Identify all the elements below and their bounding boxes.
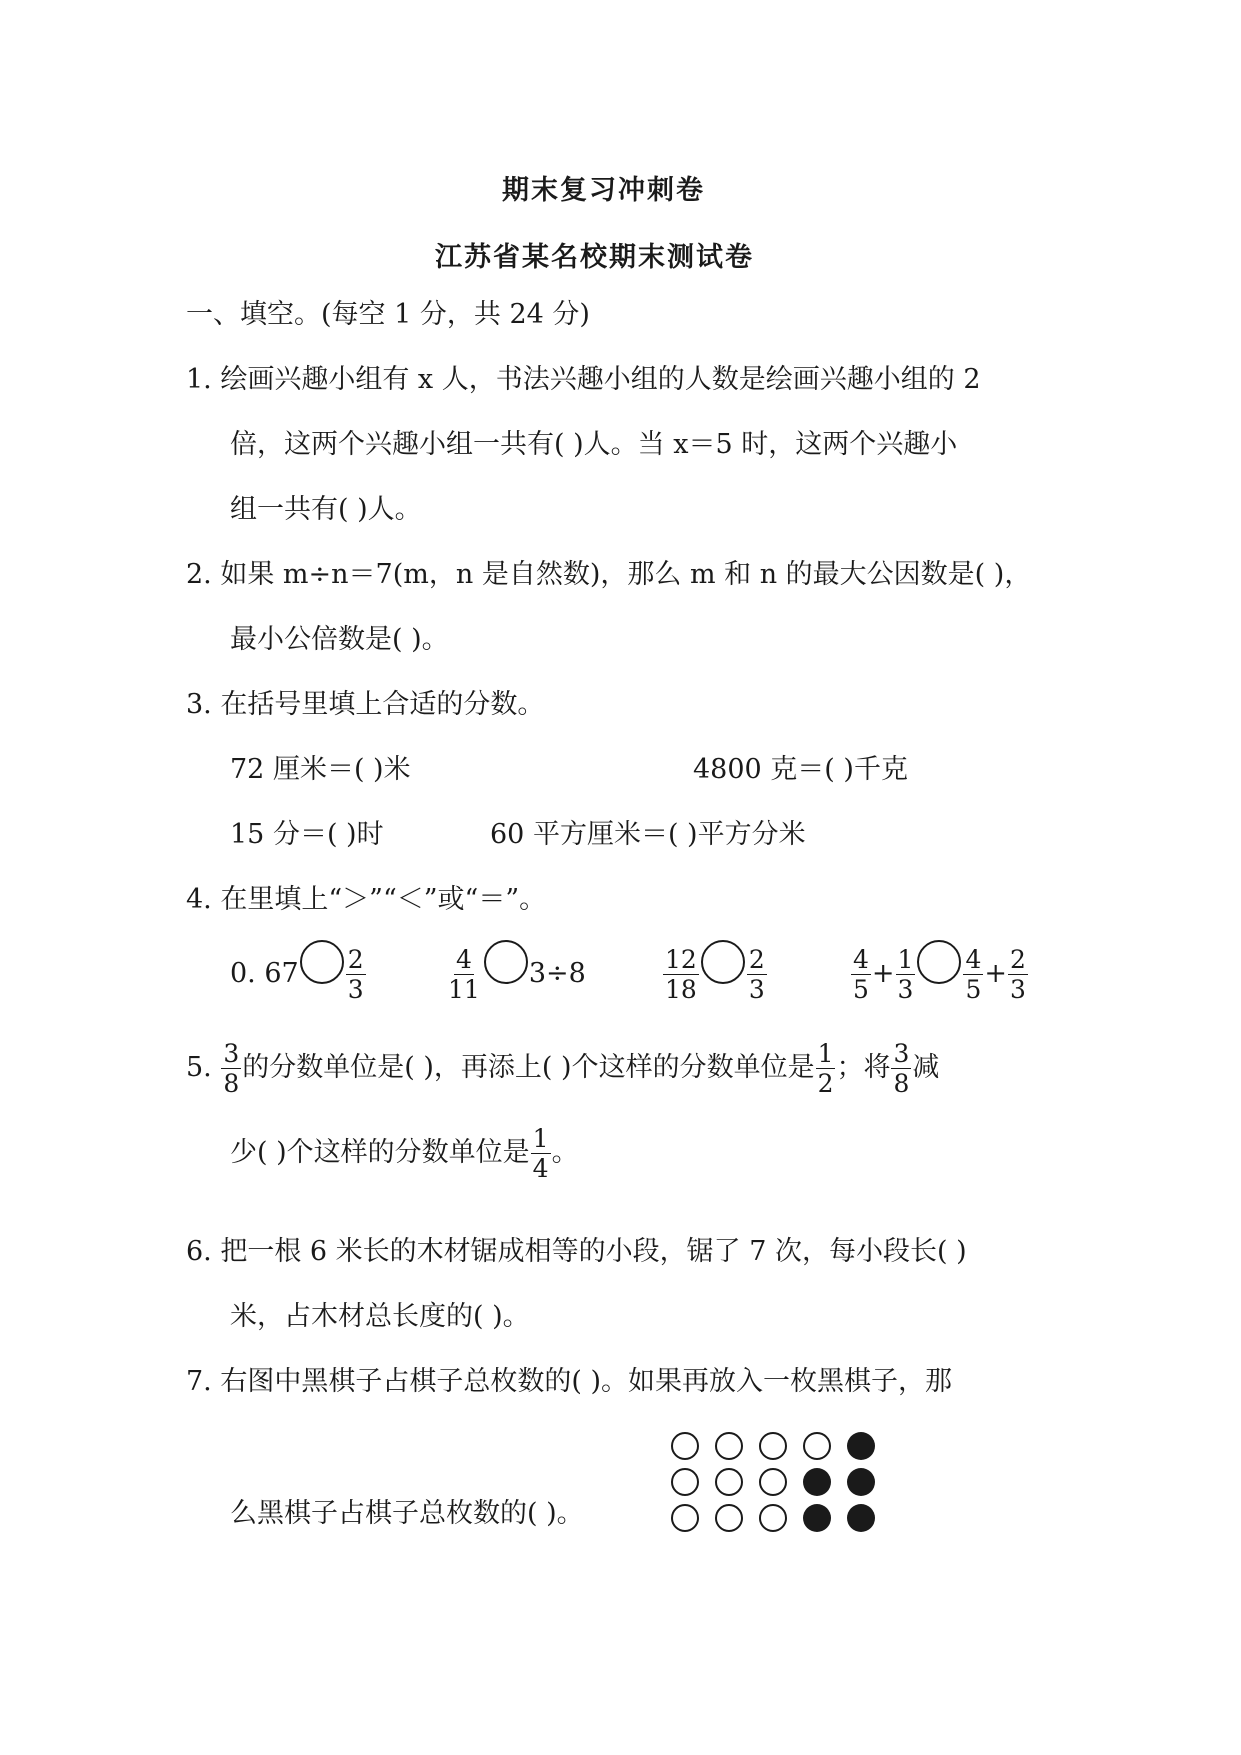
question-1-line-2: 倍，这两个兴趣小组一共有( )人。当 x＝5 时，这两个兴趣小 [230,429,958,460]
compare-expression-2 [445,946,586,1003]
fraction: $\frac{2}{3}$ [347,945,364,1004]
chess-pieces-figure [671,1432,891,1536]
question-7-line-1: 7. 右图中黑棋子占棋子总枚数的( )。如果再放入一枚黑棋子，那 [186,1366,952,1397]
fraction: $\frac{2}{3}$ [1009,945,1026,1004]
white-chess-piece [671,1468,699,1496]
fraction: $\frac{4}{5}$ [853,945,869,1004]
black-chess-piece [803,1504,831,1532]
question-4-line-1: 4. 在里填上“＞”“＜”或“＝”。 [186,884,547,915]
compare-circle[interactable] [300,940,344,984]
question-3-item-c: 15 分＝( )时 [230,819,384,850]
division-value: 3÷8 [528,958,586,989]
compare-expression-3 [662,946,768,1003]
black-chess-piece [847,1468,875,1496]
white-chess-piece [715,1504,743,1532]
question-5-line-2: 少( )个这样的分数单位是 $\frac{1}{4}$ 。 [230,1124,579,1183]
question-6-line-2: 米，占木材总长度的( )。 [230,1301,530,1332]
question-3-item-d: 60 平方厘米＝( )平方分米 [490,819,806,850]
question-1-line-3: 组一共有( )人。 [230,494,422,525]
fraction: $\frac{12}{18}$ [665,945,697,1004]
question-6-line-1: 6. 把一根 6 米长的木材锯成相等的小段，锯了 7 次，每小段长( ) [186,1236,967,1267]
black-chess-piece [803,1468,831,1496]
question-2-line-2: 最小公倍数是( )。 [230,624,449,655]
fraction: $\frac{2}{3}$ [748,945,765,1004]
question-2-line-1: 2. 如果 m÷n＝7(m，n 是自然数)，那么 m 和 n 的最大公因数是( )， [186,559,1032,590]
white-chess-piece [715,1432,743,1460]
fraction: $\frac{1}{4}$ [532,1124,549,1183]
question-7-line-2: 么黑棋子占棋子总枚数的( )。 [230,1498,584,1529]
white-chess-piece [759,1432,787,1460]
white-chess-piece [671,1504,699,1532]
page-subtitle: 江苏省某名校期末测试卷 [435,242,754,273]
black-chess-piece [847,1432,875,1460]
white-chess-piece [759,1468,787,1496]
fraction: $\frac{3}{8}$ [893,1039,910,1098]
fraction: $\frac{4}{11}$ [448,945,480,1004]
question-3-line-1: 3. 在括号里填上合适的分数。 [186,689,545,720]
plus-sign: + [984,958,1007,989]
white-chess-piece [715,1468,743,1496]
black-chess-piece [847,1504,875,1532]
page-title: 期末复习冲刺卷 [502,175,705,206]
decimal-value: 0. 67 [230,958,299,989]
white-chess-piece [759,1504,787,1532]
fraction: $\frac{4}{5}$ [965,945,982,1004]
question-3-item-b: 4800 克＝( )千克 [693,754,908,785]
question-1-line-1: 1. 绘画兴趣小组有 x 人，书法兴趣小组的人数是绘画兴趣小组的 2 [186,364,981,395]
plus-sign: + [871,958,895,989]
compare-circle[interactable] [484,940,528,984]
compare-circle[interactable] [917,940,961,984]
white-chess-piece [803,1432,831,1460]
compare-expression-4 [850,946,1029,1003]
question-3-item-a: 72 厘米＝( )米 [230,754,411,785]
fraction: $\frac{1}{3}$ [897,945,914,1004]
section-heading: 一、填空。(每空 1 分，共 24 分) [186,299,590,330]
white-chess-piece [671,1432,699,1460]
compare-expression-1 [230,946,367,1003]
fraction: $\frac{1}{2}$ [817,1039,834,1098]
question-5-line-1: 5. $\frac{3}{8}$ 的分数单位是( )，再添上( )个这样的分数单位是 $\frac{1}{2}$ ；将 $\frac{3}{8}$ 减 [186,1039,940,1098]
fraction: $\frac{3}{8}$ [223,1039,240,1098]
compare-circle[interactable] [701,940,745,984]
